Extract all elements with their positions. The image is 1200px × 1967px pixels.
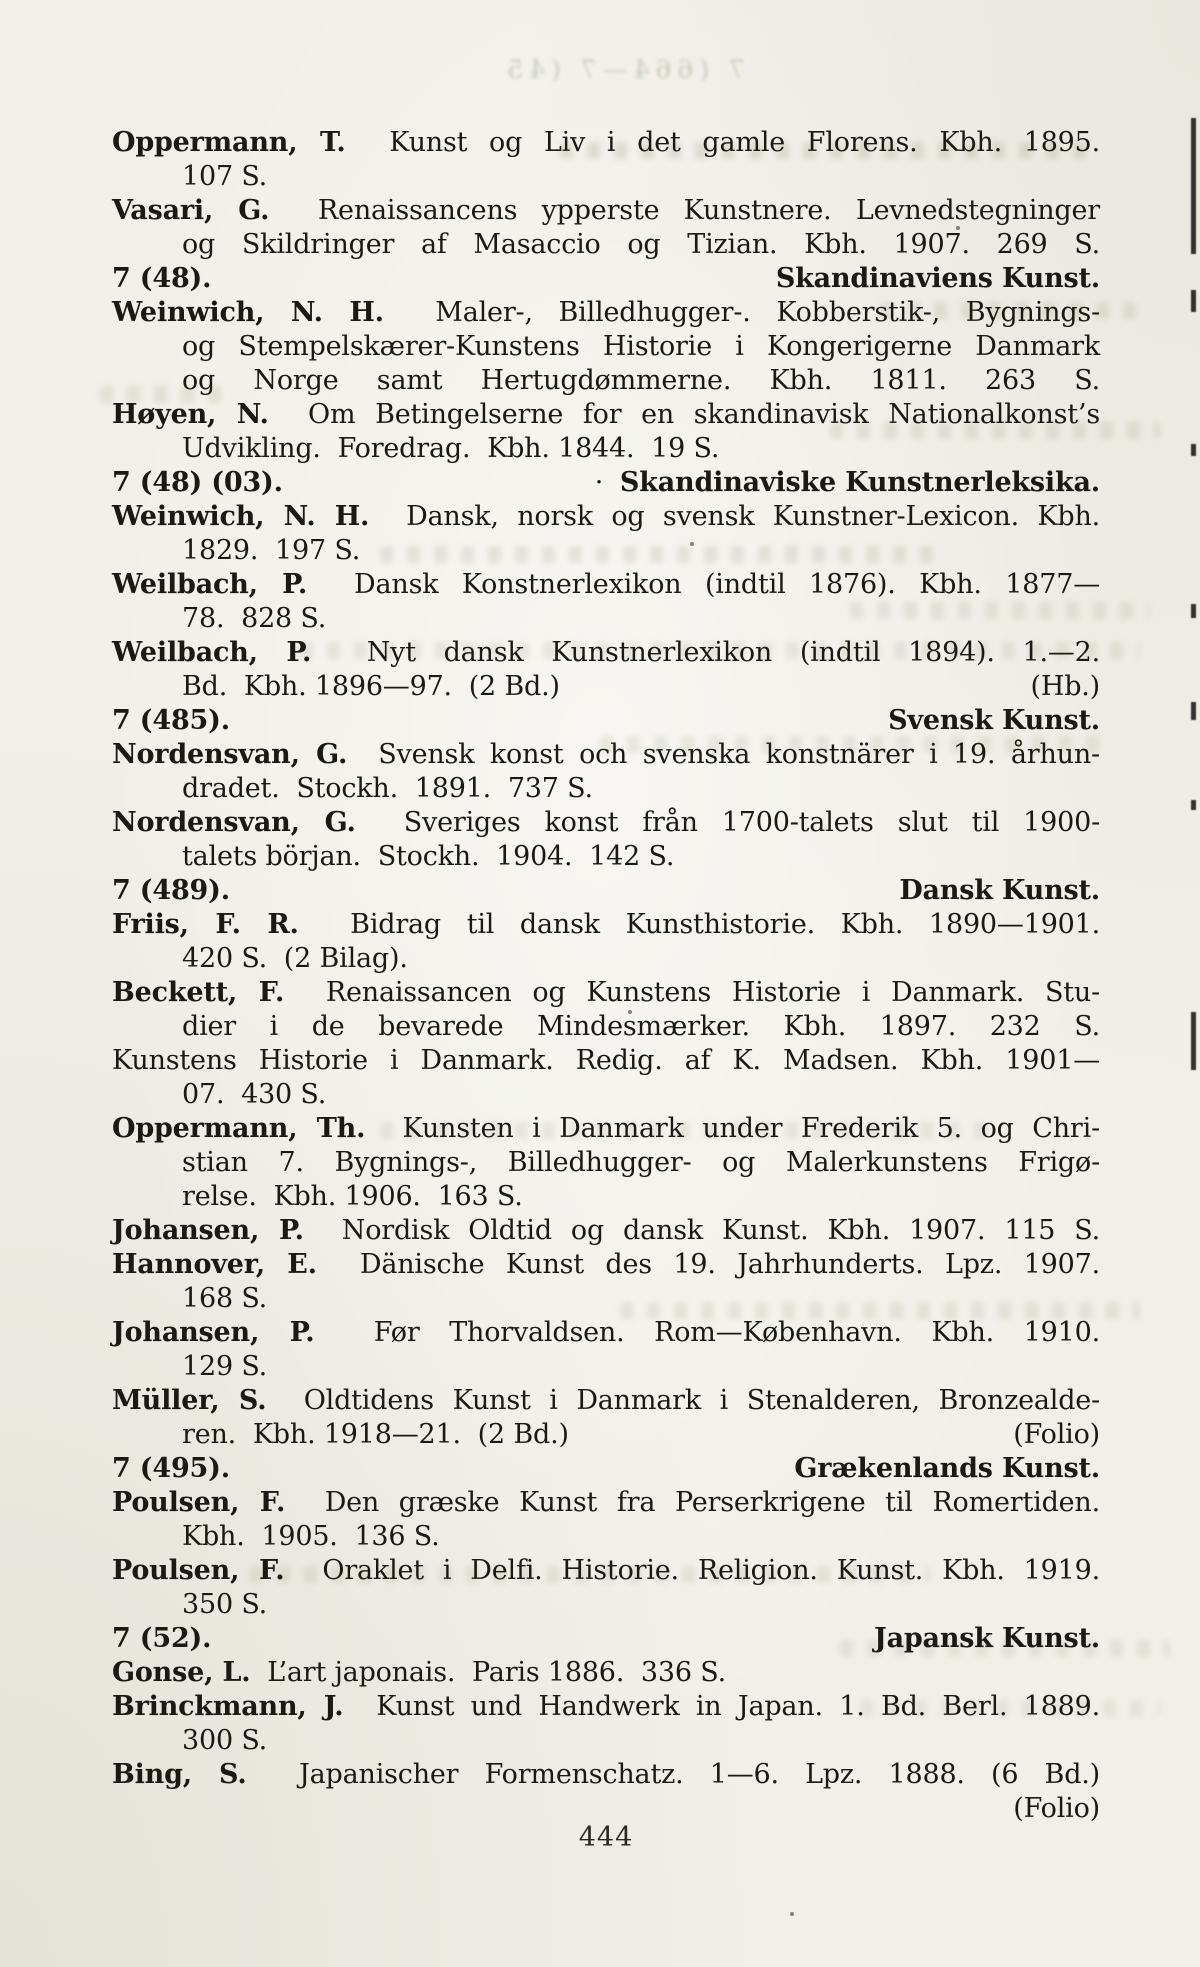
bib-line-text: Sveriges konst från 1700-talets slut til 1900-	[403, 807, 1100, 838]
bib-line-text: Maler-, Billedhugger-. Kobberstik-, Bygnings-	[435, 297, 1101, 328]
bib-line-text: stian 7. Bygnings-, Billedhugger- og Malerkunstens Frigø-	[182, 1147, 1100, 1178]
bib-entry-line	[112, 1554, 1100, 1588]
section-title-text: Skandinaviske Kunstnerleksika.	[619, 467, 1100, 498]
bib-line-text: Svensk konst och svenska konstnärer i 19. århun-	[378, 739, 1100, 770]
bib-entry-line	[112, 1486, 1100, 1520]
entry-author: Beckett, F.	[112, 977, 285, 1008]
section-heading-row	[112, 704, 1100, 738]
bibliography	[112, 126, 1100, 1826]
bib-entry-line	[112, 908, 1100, 942]
page-edge-mark	[1191, 118, 1196, 254]
bib-entry-line	[112, 1656, 1100, 1690]
entry-author: Bing, S.	[112, 1759, 247, 1790]
bib-line-text: Kunst og Liv i det gamle Florens. Kbh. 1895.	[389, 127, 1101, 158]
bib-entry-line	[112, 296, 1100, 330]
bib-entry-line	[112, 976, 1100, 1010]
section-title-text: Skandinaviens Kunst.	[775, 263, 1100, 294]
bib-line-text: Dansk Konstnerlexikon (indtil 1876). Kbh. 1877—	[354, 569, 1100, 600]
classification-code: 7 (489).	[112, 875, 230, 906]
bib-line-text: Bidrag til dansk Kunsthistorie. Kbh. 1890—1901.	[350, 909, 1101, 940]
bib-entry-line	[112, 126, 1100, 160]
bib-line-text: Dansk, norsk og svensk Kunstner-Lexicon. Kbh.	[406, 501, 1101, 532]
bib-line-text: 107 S.	[182, 161, 268, 192]
bib-line	[112, 1588, 1100, 1622]
entry-author: Johansen, P.	[112, 1215, 304, 1246]
bib-line	[112, 1044, 1100, 1078]
entry-author: Johansen, P.	[112, 1317, 315, 1348]
section-title	[874, 1622, 1100, 1656]
section-title	[794, 1452, 1100, 1486]
bib-line-text: talets början. Stockh. 1904. 142 S.	[182, 841, 675, 872]
bib-line	[112, 1282, 1100, 1316]
bib-line-text: 07. 430 S.	[182, 1079, 327, 1110]
bib-entry-line	[112, 194, 1100, 228]
bib-entry-line	[112, 500, 1100, 534]
bib-line-text: L’art japonais. Paris 1886. 336 S.	[267, 1657, 726, 1688]
bib-entry-line	[112, 1758, 1100, 1792]
bib-line-text: Udvikling. Foredrag. Kbh. 1844. 19 S.	[182, 433, 720, 464]
bib-line-text: Om Betingelserne for en skandinavisk Nationalkonst’s	[308, 399, 1100, 430]
bib-line-text: og Norge samt Hertugdømmerne. Kbh. 1811. 263 S.	[182, 365, 1100, 396]
bib-line-text: Kbh. 1905. 136 S.	[182, 1521, 440, 1552]
bib-entry-line	[112, 1316, 1100, 1350]
bib-line	[112, 840, 1100, 874]
bib-entry-line	[112, 568, 1100, 602]
bib-line	[112, 330, 1100, 364]
bib-line	[112, 1180, 1100, 1214]
bib-line-text: Kunstens Historie i Danmark. Redig. af K. Madsen. Kbh. 1901—	[112, 1045, 1100, 1076]
page-edge-mark	[1191, 702, 1196, 720]
bib-line	[112, 942, 1100, 976]
section-heading-row	[112, 262, 1100, 296]
entry-author: Oppermann, T.	[112, 127, 346, 158]
bib-line	[112, 364, 1100, 398]
bib-line-text: Oraklet i Delfi. Historie. Religion. Kunst. Kbh. 1919.	[322, 1555, 1101, 1586]
bib-line-text: Dänische Kunst des 19. Jahrhunderts. Lpz. 1907.	[359, 1249, 1100, 1280]
entry-author: Weilbach, P.	[112, 637, 312, 668]
classification-code: 7 (495).	[112, 1453, 230, 1484]
entry-author: Oppermann, Th.	[112, 1113, 366, 1144]
section-heading-row	[112, 874, 1100, 908]
bib-line-text: Nyt dansk Kunstnerlexikon (indtil 1894). 1.—2.	[366, 637, 1101, 668]
bleed-through-text: 7 (664—7 (45	[501, 55, 745, 84]
entry-author: Müller, S.	[112, 1385, 267, 1416]
page-edge-mark	[1191, 800, 1196, 810]
bib-line-text: Nordisk Oldtid og dansk Kunst. Kbh. 1907. 115 S.	[341, 1215, 1100, 1246]
format-note: (Hb.)	[1030, 671, 1100, 702]
bib-entry-line	[112, 398, 1100, 432]
bib-line-text: ren. Kbh. 1918—21. (2 Bd.)	[182, 1419, 569, 1450]
format-note: (Folio)	[1013, 1793, 1100, 1824]
bib-line-text: 1829. 197 S.	[182, 535, 361, 566]
bib-line-text: Renaissancens ypperste Kunstnere. Levnedstegninger	[317, 195, 1100, 226]
bib-line	[112, 432, 1100, 466]
section-title	[888, 704, 1100, 738]
bib-line-text: 420 S. (2 Bilag).	[182, 943, 408, 974]
bib-entry-line	[112, 806, 1100, 840]
entry-author: Høyen, N.	[112, 399, 269, 430]
entry-author: Hannover, E.	[112, 1249, 317, 1280]
bib-line	[112, 1418, 1100, 1452]
bib-line-text: Kunsten i Danmark under Frederik 5. og Chri-	[402, 1113, 1100, 1144]
bib-line-text: og Stempelskærer-Kunstens Historie i Kongerigerne Danmark	[182, 331, 1100, 362]
bib-line-text: 168 S.	[182, 1283, 268, 1314]
bib-entry-line	[112, 1214, 1100, 1248]
section-title-text: Japansk Kunst.	[874, 1623, 1100, 1654]
bib-entry-line	[112, 738, 1100, 772]
section-title	[899, 874, 1100, 908]
bib-line	[112, 1520, 1100, 1554]
bib-line-text: relse. Kbh. 1906. 163 S.	[182, 1181, 523, 1212]
section-title-text: Dansk Kunst.	[899, 875, 1100, 906]
entry-author: Poulsen, F.	[112, 1555, 285, 1586]
entry-author: Gonse, L.	[112, 1657, 251, 1688]
bib-line-text: og Skildringer af Masaccio og Tizian. Kbh. 1907. 269 S.	[182, 229, 1100, 260]
bib-line	[112, 602, 1100, 636]
page-edge-mark	[1191, 290, 1196, 312]
bib-entry-line	[112, 1248, 1100, 1282]
bib-line-text: 300 S.	[182, 1725, 268, 1756]
bib-line-text: 350 S.	[182, 1589, 268, 1620]
classification-code: 7 (485).	[112, 705, 230, 736]
bib-line-text: dradet. Stockh. 1891. 737 S.	[182, 773, 593, 804]
section-title-text: Svensk Kunst.	[888, 705, 1100, 736]
classification-code: 7 (48) (03).	[112, 467, 283, 498]
bib-entry-line	[112, 1384, 1100, 1418]
section-title	[595, 466, 1100, 500]
page-edge-mark	[1191, 1012, 1196, 1070]
bib-line-text: Før Thorvaldsen. Rom—København. Kbh. 1910.	[373, 1317, 1101, 1348]
bib-line	[112, 534, 1100, 568]
section-title-text: Grækenlands Kunst.	[794, 1453, 1100, 1484]
bib-line	[112, 670, 1100, 704]
entry-author: Weinwich, N. H.	[112, 297, 384, 328]
bib-line	[112, 772, 1100, 806]
bib-line-text: dier i de bevarede Mindesmærker. Kbh. 1897. 232 S.	[182, 1011, 1100, 1042]
bib-line	[112, 1010, 1100, 1044]
section-heading-row	[112, 1452, 1100, 1486]
bib-line-text: Renaissancen og Kunstens Historie i Danmark. Stu-	[325, 977, 1100, 1008]
bib-line-text: Den græske Kunst fra Perserkrigene til Romertiden.	[324, 1487, 1101, 1518]
entry-author: Brinckmann, J.	[112, 1691, 344, 1722]
bib-line-text: 78. 828 S.	[182, 603, 327, 634]
bib-line	[112, 160, 1100, 194]
bib-entry-line	[112, 636, 1100, 670]
section-heading-row	[112, 466, 1100, 500]
bib-line-text: Kunst und Handwerk in Japan. 1. Bd. Berl. 1889.	[376, 1691, 1101, 1722]
bib-line	[112, 1146, 1100, 1180]
entry-author: Nordensvan, G.	[112, 739, 348, 770]
bib-line	[112, 228, 1100, 262]
page-edge-mark	[1191, 444, 1196, 456]
page-edge-mark	[1191, 604, 1196, 618]
section-heading-row	[112, 1622, 1100, 1656]
entry-author: Vasari, G.	[112, 195, 270, 226]
entry-author: Friis, F. R.	[112, 909, 299, 940]
separator-dot: ·	[594, 467, 620, 498]
bib-entry-line	[112, 1112, 1100, 1146]
entry-author: Poulsen, F.	[112, 1487, 286, 1518]
bib-line	[112, 1350, 1100, 1384]
bib-line-text: Japanischer Formenschatz. 1—6. Lpz. 1888. (6 Bd.)	[299, 1759, 1100, 1790]
scan-speck	[790, 1912, 794, 1916]
classification-code: 7 (48).	[112, 263, 212, 294]
bib-line-text: Bd. Kbh. 1896—97. (2 Bd.)	[182, 671, 560, 702]
bib-line-text: 129 S.	[182, 1351, 268, 1382]
bib-line	[112, 1078, 1100, 1112]
bib-entry-line	[112, 1690, 1100, 1724]
page-number: 444	[578, 1822, 634, 1853]
entry-author: Weilbach, P.	[112, 569, 308, 600]
entry-author: Nordensvan, G.	[112, 807, 356, 838]
bib-line-text: Oldtidens Kunst i Danmark i Stenalderen, Bronzealde-	[303, 1385, 1100, 1416]
bib-line	[112, 1792, 1100, 1826]
entry-author: Weinwich, N. H.	[112, 501, 370, 532]
bib-line	[112, 1724, 1100, 1758]
format-note: (Folio)	[1013, 1419, 1100, 1450]
classification-code: 7 (52).	[112, 1623, 212, 1654]
section-title	[776, 262, 1100, 296]
